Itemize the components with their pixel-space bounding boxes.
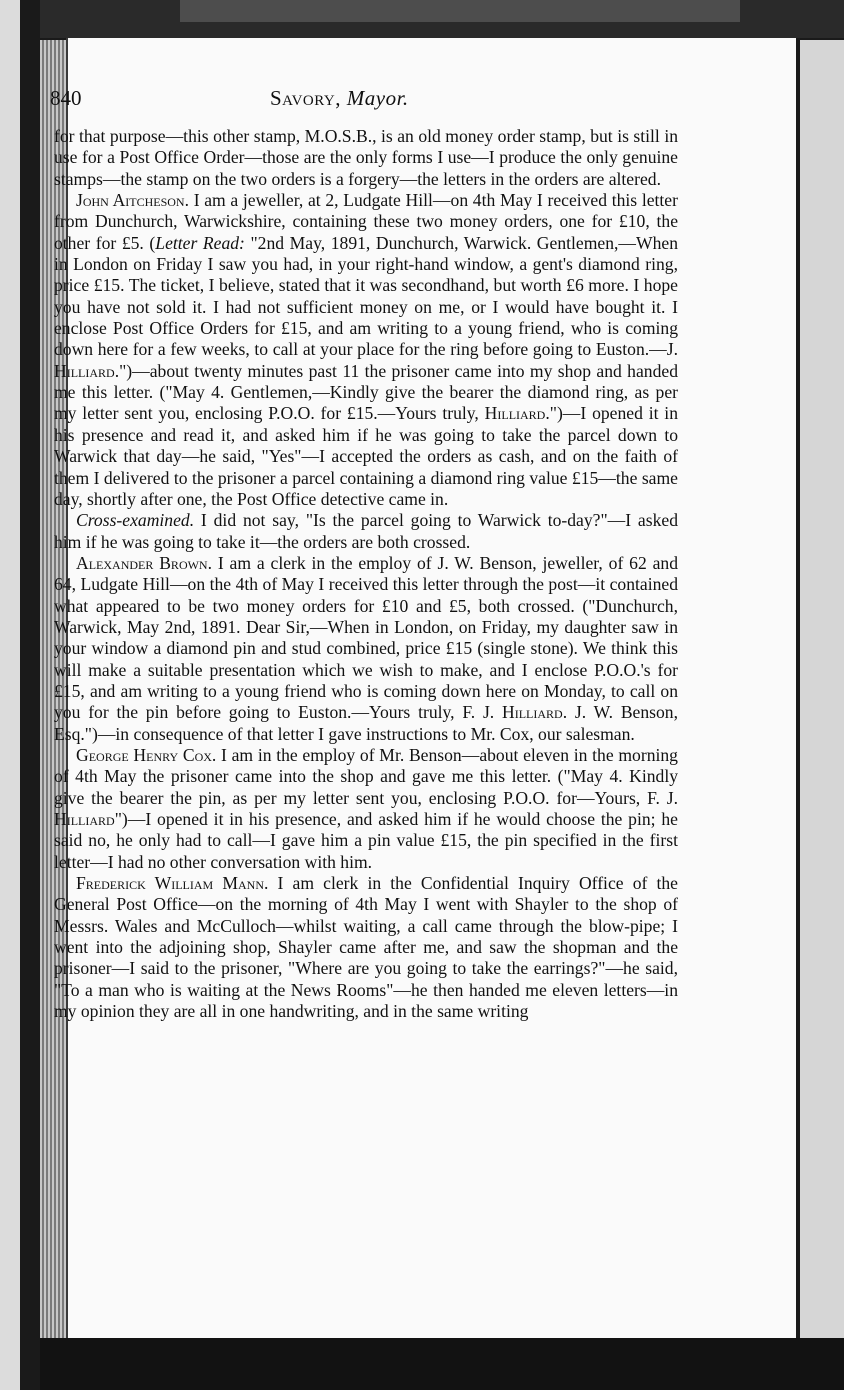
testimony-paragraph: Alexander Brown. I am a clerk in the employ of J. W. Benson, jeweller, of 62 and 64, Ludgate Hill—on the 4th of May I received this letter through the post—it contained what appeared to be two money orders for £10 and £5, both crossed. ("Dunchurch, Warwick, May 2nd, 1891. Dear Sir,—When in London, on Friday, my daughter saw in your window a diamond pin and stud combined, price £15 (single stone). We think this will make a suitable presentation which we wish to make, and I enclose P.O.O.'s for £15, and am writing to a young friend who is coming down here on Monday, to call on you for the pin before going to Euston.—Yours truly, F. J. Hilliard. J. W. Benson, Esq.")—in consequence of that letter I gave instructions to Mr. Cox, our salesman. [54,552,678,744]
scanner-top-margin [40,0,844,38]
paragraph: for that purpose—this other stamp, M.O.S.B., is an old money order stamp, but is still in use for a Post Office Order—those are the only forms I use—I produce the only genuine stamps—the stamp on the two orders is a forgery—the letters in the orders are altered. [54,126,678,189]
testimony-paragraph: Frederick William Mann. I am clerk in the Confidential Inquiry Office of the General Post Office—on the morning of 4th May I went with Shayler to the shop of Messrs. Wales and McCulloch—whilst waiting, a call came through the blow-pipe; I went into the adjoining shop, Shayler came after me, and saw the shopman and the prisoner—I said to the prisoner, "Where are you going to take the earrings?"—he said, "To a man who is waiting at the News Rooms"—he then handed me eleven letters—in my opinion they are all in one handwriting, and in the same writing [54,873,678,1022]
testimony-paragraph: George Henry Cox. I am in the employ of Mr. Benson—about eleven in the morning of 4th May the prisoner came into the shop and gave me this letter. ("May 4. Kindly give the bearer the pin, as per my letter sent you, enclosing P.O.O. for—Yours, F. J. Hilliard")—I opened it in his presence, and asked him if he would choose the pin; he said no, he only had to call—I gave him a pin value £15, the pin specified in the first letter—I had no other conversation with him. [54,744,678,872]
running-head-name: Savory, [270,86,342,110]
speaker-name: John Aitcheson. [76,190,189,211]
scanner-bottom-margin [40,1338,844,1390]
cross-examined-label: Cross-examined. [76,510,195,531]
running-head-title: Mayor. [346,86,409,110]
speaker-name: Frederick William Mann. [76,873,269,894]
speaker-name: Alexander Brown. [76,552,212,573]
scanner-left-margin [0,0,20,1390]
page-header [50,86,650,116]
scanner-right-margin [800,40,844,1340]
speaker-name: George Henry Cox. [76,744,217,765]
page-number: 840 [50,86,82,110]
cross-examination-paragraph: Cross-examined. I did not say, "Is the parcel going to Warwick to-day?"—I asked him if he was going to take it—the orders are both crossed. [54,510,678,552]
running-head [270,86,409,111]
body-text [54,126,678,1022]
testimony-paragraph: John Aitcheson. I am a jeweller, at 2, Ludgate Hill—on 4th May I received this letter from Dunchurch, Warwickshire, containing these two money orders, one for £10, the other for £5. (Letter Read: "2nd May, 1891, Dunchurch, Warwick. Gentlemen,—When in London on Friday I saw you had, in your right-hand window, a gent's diamond ring, price £15. The ticket, I believe, stated that it was secondhand, but worth £6 more. I hope you have not sold it. I had not sufficient money on me, or I would have bought it. I enclose Post Office Orders for £15, and am writing to a young friend, who is coming down here for a few weeks, to call at your place for the ring before going to Euston.—J. Hilliard.")—about twenty minutes past 11 the prisoner came into my shop and handed me this letter. ("May 4. Gentlemen,—Kindly give the bearer the diamond ring, as per my letter sent you, enclosing P.O.O. for £15.—Yours truly, Hilliard.")—I opened it in his presence and read it, and asked him if he was going to take the parcel down to Warwick that day—he said, "Yes"—I accepted the orders as cash, and on the faith of them I delivered to the prisoner a parcel containing a diamond ring value £15—the same day, shortly after one, the Post Office detective came in. [54,190,678,509]
